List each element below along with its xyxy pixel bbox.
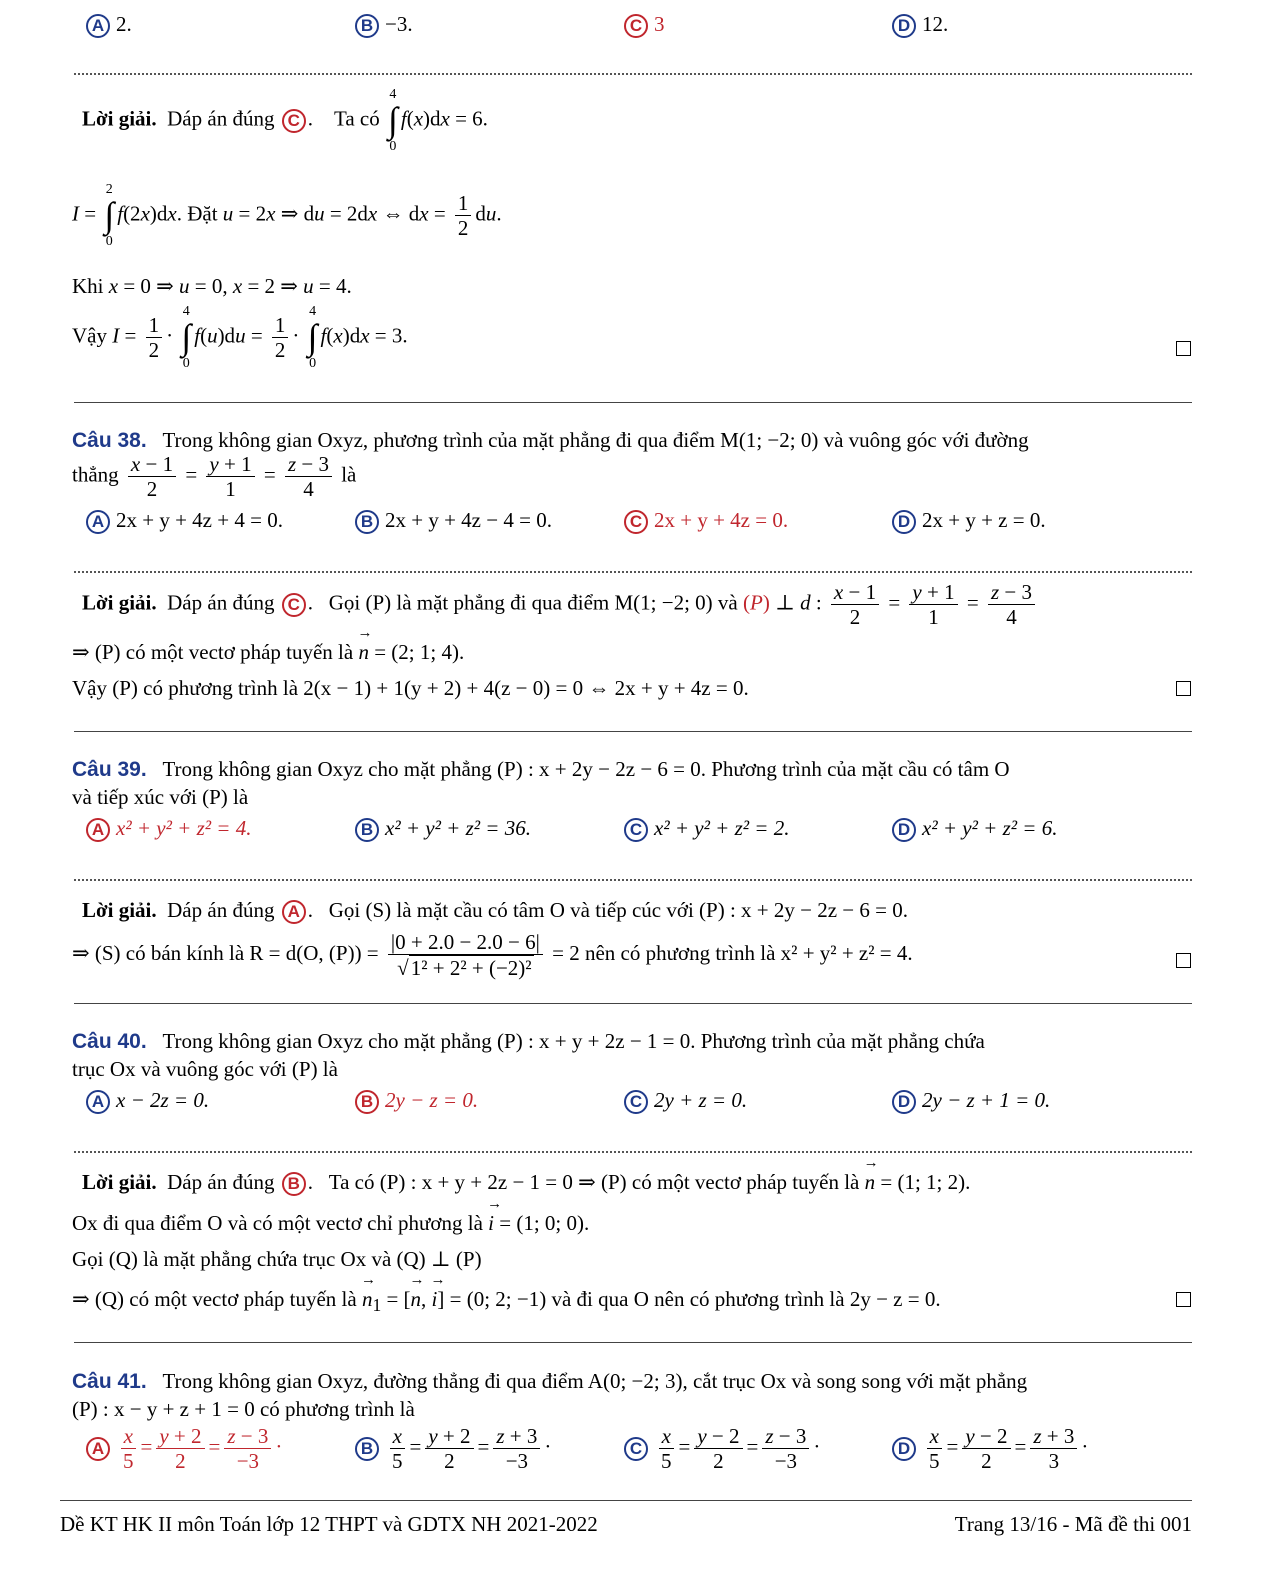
q41-stem-line2 — [72, 1397, 415, 1422]
option-letter-b: B — [355, 1437, 379, 1461]
q38-option-b — [355, 508, 552, 534]
question-number: Câu 41. — [72, 1370, 147, 1393]
option-text: x² + y² + z² = 2. — [654, 816, 790, 840]
solution-text: = (0; 2; −1) và đi qua O nên có phương trình là 2y − z = 0. — [449, 1287, 941, 1311]
answer-label: Dáp án đúng — [167, 898, 275, 922]
answer-badge: B — [282, 1172, 306, 1196]
question-text: Trong không gian Oxyz, phương trình của mặt phẳng đi qua điểm M(1; −2; 0) và vuông góc với đường — [162, 428, 1029, 452]
option-text: 2. — [116, 12, 132, 36]
option-letter-c: C — [624, 14, 648, 38]
footer-rule — [60, 1500, 1192, 1501]
separator-dotted — [74, 879, 1192, 881]
solution-text: Vậy (P) có phương trình là 2(x − 1) + 1(y + 2) + 4(z − 0) = 0 ⇔ 2x + y + 4z = 0. — [72, 676, 749, 700]
text: thẳng — [72, 462, 119, 487]
question-text: (P) : x − y + z + 1 = 0 có phương trình là — [72, 1397, 415, 1421]
separator-rule — [74, 1342, 1192, 1343]
solution-label: Lời giải. — [82, 106, 157, 131]
solution-text: Ta có (P) : x + y + 2z − 1 = 0 ⇒ (P) có một vectơ pháp tuyến là — [328, 1170, 860, 1194]
q40-solution-line2: Ox đi qua điểm O và có một vectơ chỉ phương là → i = (1; 0; 0). — [72, 1211, 589, 1236]
option-text: 2y − z = 0. — [385, 1088, 479, 1112]
option-text: 2x + y + 4z = 0. — [654, 508, 789, 532]
option-text: x² + y² + z² = 4. — [116, 816, 252, 840]
option-text: x − 2z = 0. — [116, 1088, 210, 1112]
option-letter-d: D — [892, 1437, 916, 1461]
separator-rule — [74, 402, 1192, 403]
option-letter-d: D — [892, 818, 916, 842]
option-letter-b: B — [355, 818, 379, 842]
solution-text: ⇒ (P) có một vectơ pháp tuyến là — [72, 640, 354, 664]
question-text: trục Ox và vuông góc với (P) là — [72, 1057, 338, 1081]
question-text: Trong không gian Oxyz, đường thẳng đi qua điểm A(0; −2; 3), cắt trục Ox và song song với mặt phẳng — [162, 1369, 1028, 1393]
q40-option-b — [355, 1088, 478, 1114]
solution-text: = (1; 1; 2). — [880, 1170, 971, 1194]
q37-solution-line1: Lời giải. Dáp án đúng C . Ta có 4 ∫ 0 f(x)dx = 6. — [82, 87, 488, 154]
q38-solution-line1: Lời giải. Dáp án đúng C . Gọi (P) là mặt phẳng đi qua điểm M(1; −2; 0) và (P) ⊥ d : $\frac{x - 1}{2}$ = $\frac{y + 1}{1}$ = $\frac{z - 3}{4}$ — [82, 580, 1039, 629]
option-letter-c: C — [624, 510, 648, 534]
answer-badge: C — [282, 109, 306, 133]
q37-option-c — [624, 12, 665, 38]
fraction-denominator: 1² + 2² + (−2)² — [410, 956, 532, 981]
question-number: Câu 40. — [72, 1030, 147, 1053]
footer-left: Dề KT HK II môn Toán lớp 12 THPT và GDTX NH 2021-2022 — [60, 1512, 598, 1536]
option-letter-c: C — [624, 1437, 648, 1461]
q39-option-c — [624, 816, 789, 842]
separator-rule — [74, 1003, 1192, 1004]
q38-option-d — [892, 508, 1046, 534]
option-letter-d: D — [892, 510, 916, 534]
option-letter-a: A — [86, 1090, 110, 1114]
question-text: và tiếp xúc với (P) là — [72, 785, 249, 809]
option-text: x² + y² + z² = 6. — [922, 816, 1058, 840]
q41-option-b: B $\frac{x}{5}$ = $\frac{y + 2}{2}$ = $\frac{z + 3}{-3}$ · — [355, 1424, 551, 1473]
option-letter-d: D — [892, 14, 916, 38]
fraction-numerator: |0 + 2.0 − 2.0 − 6| — [388, 930, 543, 955]
separator-rule — [74, 731, 1192, 732]
answer-label: Dáp án đúng — [167, 1170, 275, 1194]
q37-option-d — [892, 12, 948, 38]
q39-option-a — [86, 816, 251, 842]
text: Ta có — [333, 106, 380, 131]
q39-option-d — [892, 816, 1057, 842]
q38-option-a — [86, 508, 283, 534]
text: Vậy — [72, 323, 107, 348]
solution-text: = 2 nên có phương trình là x² + y² + z² = 4. — [552, 940, 913, 965]
q40-option-c — [624, 1088, 747, 1114]
solution-text: Gọi (P) là mặt phẳng đi qua điểm M(1; −2; 0) và — [328, 590, 738, 615]
qed-box — [1176, 341, 1191, 356]
q38-stem-line1 — [72, 428, 1029, 453]
q38-option-c — [624, 508, 788, 534]
q38-solution-line3 — [72, 676, 749, 701]
separator-dotted — [74, 1151, 1192, 1153]
option-text: 12. — [922, 12, 949, 36]
option-text: −3. — [385, 12, 413, 36]
option-letter-b: B — [355, 510, 379, 534]
option-text: 2y − z + 1 = 0. — [922, 1088, 1051, 1112]
solution-text: = (2; 1; 4). — [374, 640, 465, 664]
q41-option-c: C $\frac{x}{5}$ = $\frac{y - 2}{2}$ = $\frac{z - 3}{-3}$ · — [624, 1424, 820, 1473]
option-letter-a: A — [86, 510, 110, 534]
q39-stem-line2 — [72, 785, 248, 810]
option-letter-a: A — [86, 14, 110, 38]
q41-option-d: D $\frac{x}{5}$ = $\frac{y - 2}{2}$ = $\frac{z + 3}{3}$ · — [892, 1424, 1088, 1473]
q41-stem-line1 — [72, 1369, 1027, 1394]
option-text: 3 — [654, 12, 665, 36]
solution-label: Lời giải. — [82, 590, 157, 615]
q38-solution-line2: ⇒ (P) có một vectơ pháp tuyến là → n = (2; 1; 4). — [72, 640, 464, 665]
option-letter-c: C — [624, 1090, 648, 1114]
q40-solution-line1: Lời giải. Dáp án đúng B . Ta có (P) : x + y + 2z − 1 = 0 ⇒ (P) có một vectơ pháp tuyến là → n = (1; 1; 2). — [82, 1170, 970, 1196]
footer-right: Trang 13/16 - Mã đề thi 001 — [954, 1512, 1192, 1536]
answer-label: Dáp án đúng — [167, 106, 275, 131]
solution-text: Ox đi qua điểm O và có một vectơ chỉ phương là — [72, 1211, 483, 1235]
separator-dotted — [74, 73, 1192, 75]
option-letter-d: D — [892, 1090, 916, 1114]
text: . Đặt — [176, 201, 218, 226]
q40-stem-line2 — [72, 1057, 338, 1082]
solution-text: Gọi (S) là mặt cầu có tâm O và tiếp cúc với (P) : x + 2y − 2z − 6 = 0. — [328, 898, 908, 922]
option-text: x² + y² + z² = 36. — [385, 816, 531, 840]
solution-label: Lời giải. — [82, 1170, 157, 1194]
solution-text: Gọi (Q) là mặt phẳng chứa trục Ox và (Q) ⊥ (P) — [72, 1247, 482, 1271]
option-text: 2x + y + 4z − 4 = 0. — [385, 508, 552, 532]
question-number: Câu 39. — [72, 758, 147, 781]
q40-solution-line3 — [72, 1247, 482, 1272]
text: là — [341, 462, 357, 487]
solution-text: ⇒ (S) có bán kính là R = d(O, (P)) = — [72, 940, 379, 965]
text: Khi — [72, 274, 104, 298]
option-letter-b: B — [355, 14, 379, 38]
q40-solution-line4: ⇒ (Q) có một vectơ pháp tuyến là → $n_1$ = [→ n, → i] = (0; 2; −1) và đi qua O nên có phương trình là 2y − z = 0. — [72, 1287, 941, 1316]
q40-stem-line1 — [72, 1029, 985, 1054]
q37-option-b — [355, 12, 413, 38]
question-text: Trong không gian Oxyz cho mặt phẳng (P) : x + 2y − 2z − 6 = 0. Phương trình của mặt cầu có tâm O — [162, 757, 1010, 781]
qed-box — [1176, 681, 1191, 696]
qed-box — [1176, 1292, 1191, 1307]
separator-dotted — [74, 571, 1192, 573]
q37-option-a — [86, 12, 132, 38]
option-text: 2x + y + 4z + 4 = 0. — [116, 508, 283, 532]
q37-solution-line3: Khi x = 0 ⇒ u = 0, x = 2 ⇒ u = 4. — [72, 274, 352, 298]
question-number: Câu 38. — [72, 429, 147, 452]
option-letter-a: A — [86, 818, 110, 842]
option-letter-c: C — [624, 818, 648, 842]
q39-solution-line1: Lời giải. Dáp án đúng A . Gọi (S) là mặt cầu có tâm O và tiếp cúc với (P) : x + 2y − 2z − 6 = 0. — [82, 898, 908, 924]
answer-label: Dáp án đúng — [167, 590, 275, 615]
q39-stem-line1 — [72, 757, 1010, 782]
option-letter-b: B — [355, 1090, 379, 1114]
q39-solution-line2: ⇒ (S) có bán kính là R = d(O, (P)) = |0 + 2.0 − 2.0 − 6| √ 1² + 2² + (−2)² = 2 nên có phương trình là x² + y² + z² = 4. — [72, 930, 913, 981]
q40-option-d — [892, 1088, 1050, 1114]
q37-solution-line4: Vậy I = $\frac{1}{2}$ · 4 ∫ 0 f(u)du = $\frac{1}{2}$ · 4 ∫ 0 f(x)dx = 3. — [72, 304, 408, 371]
q41-option-a: A $\frac{x}{5}$ = $\frac{y + 2}{2}$ = $\frac{z - 3}{-3}$ · — [86, 1424, 282, 1473]
solution-text: = (1; 0; 0). — [499, 1211, 590, 1235]
qed-box — [1176, 953, 1191, 968]
question-text: Trong không gian Oxyz cho mặt phẳng (P) : x + y + 2z − 1 = 0. Phương trình của mặt phẳng chứa — [162, 1029, 985, 1053]
q39-option-b — [355, 816, 531, 842]
q40-option-a — [86, 1088, 209, 1114]
solution-text: ⇒ (Q) có một vectơ pháp tuyến là — [72, 1287, 357, 1311]
answer-badge: C — [282, 593, 306, 617]
q37-solution-line2: I = 2 ∫ 0 f(2x)dx. Đặt u = 2x ⇒ du = 2dx ⇔ dx = $\frac{1}{2}$ du. — [72, 182, 502, 249]
option-text: 2y + z = 0. — [654, 1088, 748, 1112]
solution-label: Lời giải. — [82, 898, 157, 922]
q38-stem-line2: thẳng $\frac{x - 1}{2}$ = $\frac{y + 1}{1}$ = $\frac{z - 3}{4}$ là — [72, 452, 357, 502]
option-letter-a: A — [86, 1437, 110, 1461]
option-text: 2x + y + z = 0. — [922, 508, 1046, 532]
answer-badge: A — [282, 900, 306, 924]
